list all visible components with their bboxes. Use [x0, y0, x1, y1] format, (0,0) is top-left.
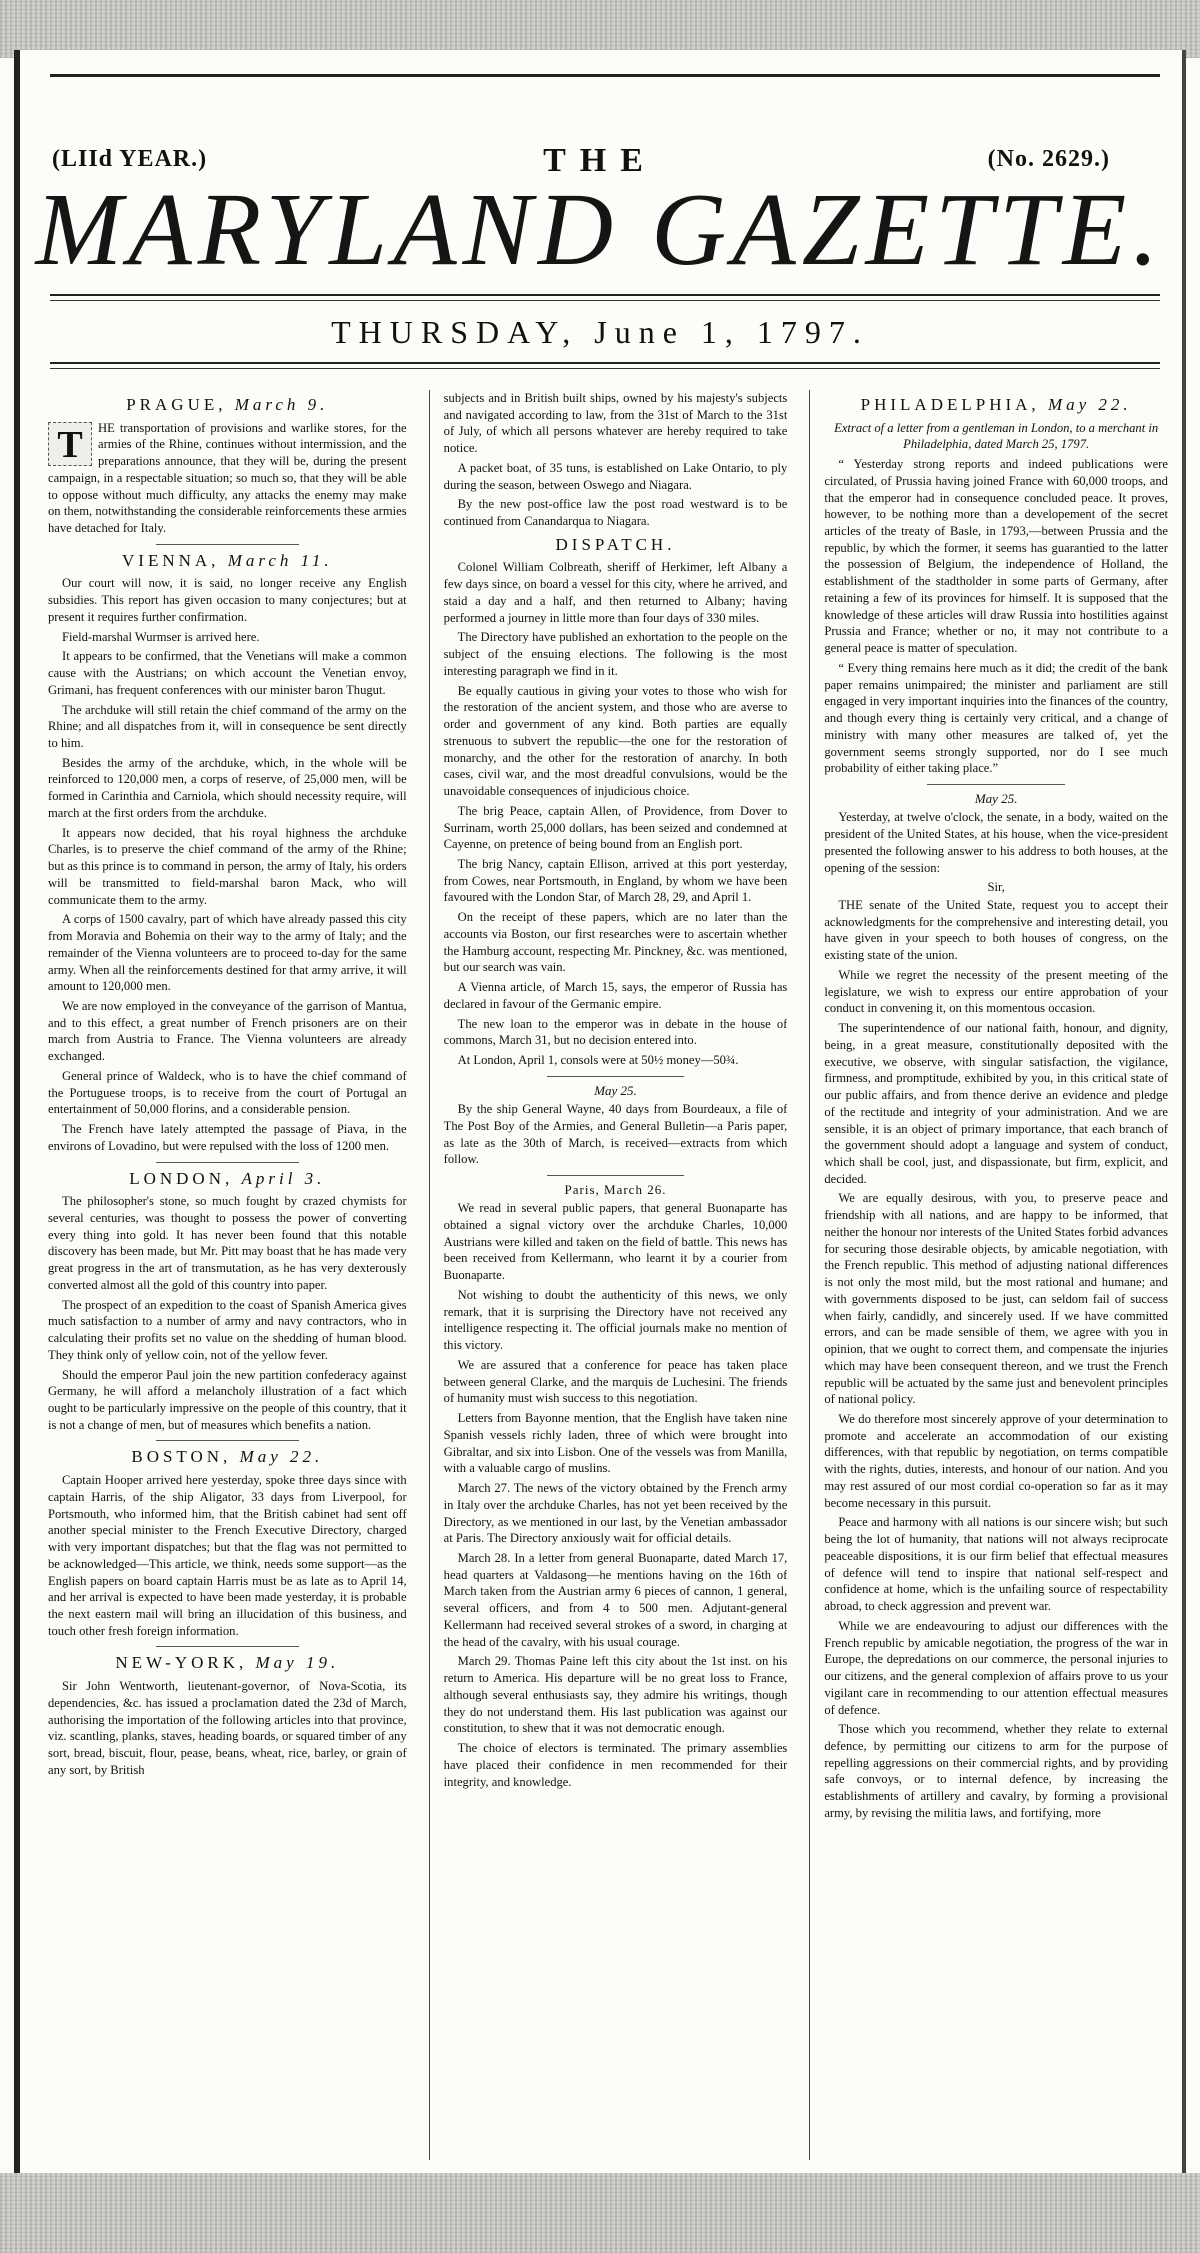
subheading-may-25: May 25. [594, 1082, 637, 1098]
paragraph: We are now employed in the conveyance of the garrison of Mantua, and to this effect, a great number of French prisoners are on their march from Austria to France. The Vienna volunteers are already exchanged. [48, 998, 407, 1064]
paragraph: Be equally cautious in giving your votes to those who wish for the restoration of the ancient system, and those who are averse to order and government of any kind. Both parties are equally strenuous to subvert the republic—the one for the restoration of monarchy, and the other for the restoration of anarchy. In both cases, civil war, and the most dreadful convulsions, would be the unavoidable consequences of injudicious choice. [443, 683, 788, 799]
paragraph: The brig Peace, captain Allen, of Providence, from Dover to Surrinam, worth 25,000 dollars, has been seized and condemned at Cayenne, on pretence of being bound from an English port. [443, 803, 788, 852]
article-text: HE transportation of provisions and warlike stores, for the armies of the Rhine, continues without intermission, and the preparations announce, that they will be, during the present campaign, in a respectable situation; so much so, that they will be able to oppose without much difficulty, any attacks the enemy may make on them, notwithstanding the considerable reinforcements these armies have detached for Italy. [48, 420, 407, 536]
letter-extract-heading: Extract of a letter from a gentleman in London, to a merchant in Philadelphia, dated March 25, 1797. [834, 420, 1159, 452]
newspaper-title: MARYLAND GAZETTE. [35, 172, 1165, 287]
paragraph: Not wishing to doubt the authenticity of this news, we only remark, that it is surprising the Directory have not received any intelligence respecting it. The official journals make no mention of this victory. [443, 1287, 788, 1353]
column-right [809, 390, 1168, 2160]
paragraph: Captain Hooper arrived here yesterday, spoke three days since with captain Harris, of the ship Aligator, 33 days from Liverpool, for Portsmouth, who informed him, that the British cabinet had sent off another special minister to the French Executive Directory, charged with very important dispatches; but that the flag was not permitted to be acknowledged—This article, we think, needs some support—as the English papers on board captain Harris must be as late as to April 14, and her arrival is expected to have been made yesterday, it is probable the next eastern mail will bring an illucidation of this business, and touch other fresh foreign information. [48, 1473, 407, 1638]
separator [547, 1076, 684, 1077]
dateline-date: May 22. [239, 1447, 324, 1467]
paragraph: The choice of electors is terminated. The primary assemblies have placed their confidence in men recommended for their integrity, and knowledge. [443, 1741, 788, 1789]
dateline-paris: Paris, March 26. [564, 1182, 667, 1197]
paragraph: March 27. The news of the victory obtained by the French army in Italy over the archduke Charles, has not yet been received by the Directory, as we mentioned in our last, by the Venetian ambassador at Paris. The Directory anxiously wait for official details. [443, 1481, 788, 1546]
separator [547, 1175, 684, 1176]
paragraph: We do therefore most sincerely approve of your determination to promote and accelerate an accommodation of our existing differences, with that republic by negotiation, on terms compatible with the rights, duties, interests, and honour of our nation. And you may rest assured of our most cordial co-operation so far as it may become necessary in this pursuit. [824, 1412, 1168, 1510]
paragraph: It appears to be confirmed, that the Venetians will make a common cause with the Austrians; on which account the Venetian envoy, Grimani, has frequent conferences with our minister baron Thugut. [48, 649, 407, 697]
paragraph: We read in several public papers, that general Buonaparte has obtained a signal victory over the archduke Charles, 10,000 Austrians were killed and taken on the field of battle. This news has been received from Kellermann, who learnt it by a courier from Buonaparte. [443, 1201, 788, 1283]
paragraph: The brig Nancy, captain Ellison, arrived at this port yesterday, from Cowes, near Portsmouth, in England, by whom we have been favoured with the London Star, of March 28, 29, and April 1. [443, 856, 788, 905]
separator [156, 1162, 299, 1163]
title-rule-thin [50, 300, 1160, 301]
paragraph: Should the emperor Paul join the new partition confederacy against Germany, he will afford a melancholy illustration of a fact which ought to be particularly impressive on the people of this country, that it is not a change of men, but of measures which benefits a nation. [48, 1367, 407, 1432]
paragraph: Sir John Wentworth, lieutenant-governor, of Nova-Scotia, its dependencies, &c. has issued a proclamation dated the 23d of March, authorising the importation of the following articles into that province, viz. scantling, planks, staves, heading boards, or squared timber of any sort, bread, biscuit, flour, pease, beans, wheat, rice, barley, or grain of any sort, by British [48, 1679, 407, 1777]
ornamental-dropcap: T [48, 422, 92, 466]
paragraph: subjects and in British built ships, owned by his majesty's subjects and navigated according to law, from the 31st of March to the 31st of July, of which all persons whatever are hereby required to take notice. [443, 391, 788, 456]
separator [156, 1646, 299, 1647]
paragraph: A packet boat, of 35 tuns, is established on Lake Ontario, to ply during the season, between Oswego and Niagara. [443, 460, 788, 492]
separator [927, 784, 1064, 785]
column-left [48, 390, 407, 2160]
paragraph: The archduke will still retain the chief command of the army on the Rhine; and all dispatches from it, will in consequence be sent directly to him. [48, 702, 407, 750]
paragraph: It appears now decided, that his royal highness the archduke Charles, is to preserve the chief command of the army of the Rhine; but as this prince is to command in person, the army of Italy, his orders will be transmitted to field-marshal baron Mack, who will communicate them to the army. [48, 825, 407, 907]
dateline-prague [48, 394, 407, 417]
paragraph: Letters from Bayonne mention, that the English have taken nine Spanish vessels richly laden, three of which were brought into Gibraltar, and six into Lisbon. One of the vessels was from Manilla, with a valuable cargo of muslins. [443, 1411, 788, 1476]
paragraph: A corps of 1500 cavalry, part of which have already passed this city from Moravia and Bohemia on their way to the army of Italy; and the remainder of the Vienna volunteers are to proceed to-day for the same army. When all the reinforcements destined for that army arrive, it will amount to 120,000 men. [48, 912, 407, 994]
dateline-date: May 19. [255, 1653, 340, 1673]
paragraph: THE senate of the United State, request you to accept their acknowledgments for the comprehensive and interesting detail, you have given in your speech to both houses of congress, on the existing state of the union. [824, 897, 1168, 963]
dateline-city: PRAGUE, [126, 395, 227, 414]
paragraph: “ Every thing remains here much as it did; the credit of the bank paper remains unimpaired; the minister and parliament are still engaged in very important inquiries into the finances of the country, and though every thing is certainly very critical, and a change of ministry with many other measures are talked of, yet the government seems strongly supported, nor do I see much probability of either taking place.” [824, 660, 1168, 776]
dateline-philadelphia [824, 394, 1168, 417]
separator [156, 1440, 299, 1441]
separator [156, 544, 299, 545]
date-rule [50, 362, 1160, 364]
paragraph: While we are endeavouring to adjust our differences with the French republic by amicable negotiation, the progress of the war in Europe, the depredations on our commerce, the personal injuries to our citizens, and the general complexion of affairs prove to us your vigilant care in recommending to our attention effectual measures of defence. [824, 1618, 1168, 1717]
salutation: Sir, [987, 880, 1005, 895]
issue-date: THURSDAY, June 1, 1797. [331, 314, 869, 350]
paragraph: March 29. Thomas Paine left this city about the 1st inst. on his return to America. His departure will be no great loss to France, although several enthusiasts say, they admire his writings, though they do not understand them. His last publication was against our constitution, to shew that it was not democratic enough. [443, 1654, 788, 1736]
dateline-date: March 9. [234, 395, 329, 414]
volume-label: (LIId YEAR.) [52, 146, 208, 172]
dateline-boston [48, 1446, 407, 1469]
article-prague [48, 420, 407, 537]
newspaper-sheet [14, 50, 1186, 2175]
paragraph: Colonel William Colbreath, sheriff of Herkimer, left Albany a few days since, on board a vessel for this city, where he arrived, and staid a day and a half, and then returned to Albany; having performed a journey in little more than four days of 330 miles. [443, 560, 788, 625]
column-middle [429, 390, 788, 2160]
paragraph: On the receipt of these papers, which are no later than the accounts via Boston, our first researches were to ascertain whether the Hamburg account, respecting Mr. Pinckney, &c. was mentioned, but our search was vain. [443, 910, 788, 975]
issue-number: (No. 2629.) [987, 146, 1110, 172]
dateline-new-york [48, 1652, 407, 1675]
dateline-city: VIENNA, [122, 550, 220, 570]
dateline-city: PHILADELPHIA, [860, 395, 1040, 414]
paragraph: The French have lately attempted the passage of Piava, in the environs of Lovadino, but were repulsed with the loss of 1200 men. [48, 1122, 407, 1153]
paragraph: We are equally desirous, with you, to preserve peace and friendship with all nations, and are happy to be informed, that neither the honour nor interests of the United States forbid advances for securing those desirable objects, by amicable negotiation, with the French republic. This method of adjusting national differences is not only the most mild, but the most rational and humane; and with governments disposed to be just, can seldom fail of success when fairly, candidly, and sincerely used. If we have committed errors, and can be made sensible of them, we agree with you in opinion, that we ought to correct them, and compensate the injuries which may have been consequent thereon, and we trust the French republic will be actuated by the same just and benevolent principles of national policy. [824, 1191, 1168, 1407]
dateline-date: May 22. [1047, 395, 1132, 414]
scan-edge-bottom [0, 2173, 1200, 2253]
paragraph: The philosopher's stone, so much fought by crazed chymists for several centuries, was thought to possess the power of converting every thing into gold. It has never been found that this notable discovery has been made, but Mr. Pitt may boast that he has made very great progress in the art of transmutation, as he has very dexterously converted almost all the gold of this country into paper. [48, 1194, 407, 1292]
dateline-date: March 11. [227, 550, 333, 570]
subheading-may-25: May 25. [974, 791, 1018, 807]
dateline-london [48, 1168, 407, 1191]
paragraph: At London, April 1, consols were at 50½ money—50¾. [457, 1053, 739, 1068]
dateline-date: April 3. [241, 1168, 326, 1188]
paragraph: Those which you recommend, whether they relate to external defence, by permitting our citizens to arm for the purpose of repelling aggressions on their commercial rights, and by providing safe convoys, or to internal defence, by increasing the establishments of artillery and cavalry, by forming a provisional army, by revising the militia laws, and fortifying, more [824, 1722, 1168, 1820]
dateline-city: NEW-YORK, [115, 1653, 248, 1673]
paragraph: We are assured that a conference for peace has taken place between general Clarke, and the marquis de Luchesini. The friends of humanity must wish success to this negotiation. [443, 1357, 788, 1406]
title-article: THE [543, 142, 657, 179]
title-rule [50, 294, 1160, 296]
article-columns [48, 390, 1168, 2160]
paragraph: Our court will now, it is said, no longer receive any English subsidies. This report has given occasion to many conjectures; but at present it requires further confirmation. [48, 576, 407, 624]
paragraph: “ Yesterday strong reports and indeed publications were circulated, of Prussia having joined France with 60,000 troops, and that the emperor had in consequence concluded peace. It proves, however, to be nothing more than a developement of the secret articles of the treaty of Basle, in 1793,—between Prussia and the republic, by which the former, it seems has guarantied to the latter the possession of Belgium, the independence of Holland, the establishment of the stadtholder in some parts of Germany, after retaining a few of its provinces for himself. It is supposed that the knowledge of these articles will draw Russia into hostilities against Prussia and France; whether or no, it may not contribute to a general peace is matter of speculation. [824, 457, 1168, 656]
paragraph: By the new post-office law the post road westward is to be continued from Canandarqua to Niagara. [443, 497, 788, 529]
paragraph: Yesterday, at twelve o'clock, the senate, in a body, waited on the president of the United States, at his house, when the vice-president presented the following answer to his address to both houses, at the opening of the session: [824, 810, 1168, 875]
paragraph: Field-marshal Wurmser is arrived here. [62, 629, 260, 644]
paragraph: By the ship General Wayne, 40 days from Bourdeaux, a file of The Post Boy of the Armies, and General Bulletin—a Paris paper, as late as the 30th of March, is received—extracts from which follow. [443, 1102, 788, 1167]
date-rule-thin [50, 368, 1160, 369]
paragraph: A Vienna article, of March 15, says, the emperor of Russia has declared in favour of the Germanic empire. [443, 980, 788, 1011]
top-rule [50, 74, 1160, 77]
paragraph: The Directory have published an exhortation to the people on the subject of the ensuing elections. The following is the most interesting paragraph we find in it. [443, 630, 788, 678]
paragraph: The superintendence of our national faith, honour, and dignity, being, in a great measure, constitutionally deposited with the executive, we observe, with singular satisfaction, the vigilance, firmness, and promptitude, exhibited by you, in this critical state of our public affairs, and from thence derive an evidence and pledge of the rectitude and integrity of your administration. And we are sensible, it is an object of primary importance, that each branch of the government should adopt a language and system of conduct, which shall be cool, just, and dispassionate, but firm, explicit, and decided. [824, 1021, 1168, 1186]
paragraph: Besides the army of the archduke, which, in the whole will be reinforced to 120,000 men, a corps of reserve, of 25,000 men, will be formed in Carinthia and Carniola, which should necessity require, will march at the first orders from the archduke. [48, 755, 407, 820]
dateline-city: LONDON, [129, 1168, 234, 1188]
section-heading-dispatch: DISPATCH. [555, 534, 676, 554]
paragraph: The new loan to the emperor was in debate in the house of commons, March 31, but no decision entered into. [443, 1016, 788, 1048]
paragraph: Peace and harmony with all nations is our sincere wish; but such being the lot of humanity, that nations will not always reciprocate peaceable dispositions, it is our firm belief that effectual measures of defence will tend to inspire that national self-respect and confidence at home, which is the unfailing source of respectability abroad, to check aggression and prevent war. [824, 1515, 1168, 1614]
masthead [20, 50, 1180, 380]
paragraph: March 28. In a letter from general Buonaparte, dated March 17, head quarters at Valdasong—he mentions having on the 16th of March taken from the Austrian army 6 pieces of cannon, 1 general, several officers, and from 4 to 500 men. Adjutant-general Kellermann had received several strokes of a sword, in charging at the head of the cavalry, with his usual courage. [443, 1550, 788, 1649]
paragraph: The prospect of an expedition to the coast of Spanish America gives much satisfaction to a number of army and navy contractors, who in calculating their profits set no value on the shedding of human blood. They think only of yellow coin, not of the yellow fever. [48, 1297, 407, 1362]
paragraph: General prince of Waldeck, who is to have the chief command of the Portuguese troops, is to receive from the court of Portugal an entertainment of 50,000 florins, and a considerable pension. [48, 1068, 407, 1117]
dateline-city: BOSTON, [131, 1447, 232, 1467]
dateline-vienna [48, 550, 407, 573]
paragraph: While we regret the necessity of the present meeting of the legislature, we wish to express our entire approbation of your conduct in convening it, on this momentous occasion. [824, 967, 1168, 1016]
